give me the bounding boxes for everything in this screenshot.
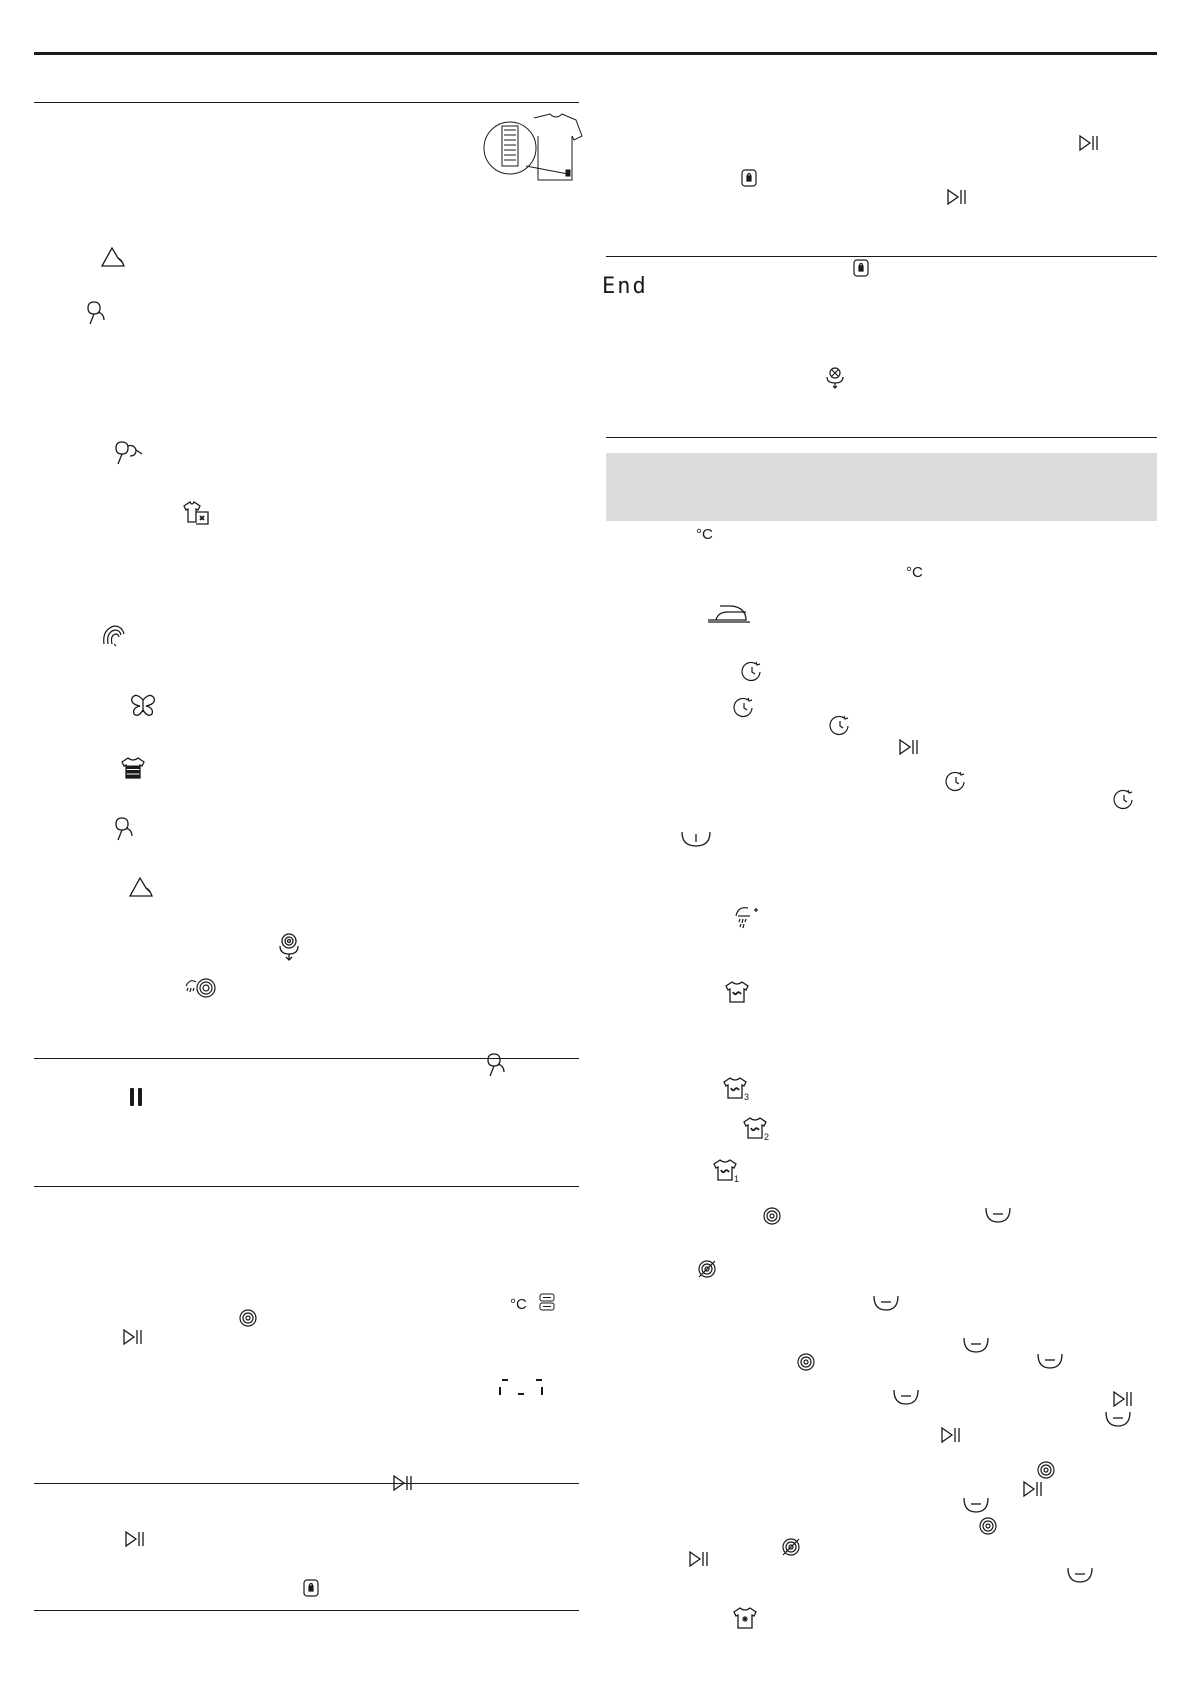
no-spin-icon: [780, 1536, 802, 1558]
section-divider: [34, 1610, 579, 1611]
soil-level-badge: 3: [744, 1092, 750, 1102]
start-pause-icon: [122, 1328, 144, 1346]
celsius-unit: °C: [696, 526, 713, 543]
detergent-compartment-icon: [984, 1206, 1012, 1226]
display-segment: [518, 1393, 524, 1395]
no-spin-icon: [696, 1258, 718, 1280]
detergent-compartment-icon: [1104, 1410, 1132, 1430]
detergent-compartment-icon: [1036, 1352, 1064, 1372]
door-lock-icon: [852, 258, 870, 278]
time-manager-icon: [944, 770, 968, 794]
detergent-compartment-icon: [962, 1496, 990, 1516]
display-segment: [499, 1387, 501, 1395]
spin-reduction-icon: [1036, 1460, 1056, 1480]
start-pause-icon: [898, 738, 920, 756]
start-pause-icon: [946, 188, 968, 206]
synthetics-icon: [100, 246, 126, 268]
synthetics-icon: [128, 876, 154, 898]
option-badge-icon: [538, 1292, 556, 1312]
cotton-icon: [86, 300, 108, 326]
soil-level-icon: [724, 980, 750, 1004]
spin-reduction-icon: [762, 1206, 782, 1226]
delicates-icon: [130, 694, 156, 718]
display-segment: [502, 1379, 508, 1381]
cotton-icon: [114, 816, 136, 842]
display-segment: [541, 1387, 543, 1395]
detergent-compartment-icon: [892, 1388, 920, 1408]
detergent-compartment-icon: [962, 1336, 990, 1356]
start-pause-icon: [688, 1550, 710, 1568]
time-manager-icon: [740, 660, 764, 684]
start-pause-icon: [1022, 1480, 1044, 1498]
wool-icon: [120, 756, 146, 780]
prewash-icon: [680, 828, 712, 850]
spin-reduction-icon: [978, 1516, 998, 1536]
page-top-rule: [34, 52, 1157, 55]
start-pause-icon: [940, 1426, 962, 1444]
extra-rinse-icon: [734, 904, 760, 932]
spin-reduction-icon: [238, 1308, 258, 1328]
start-pause-icon: [392, 1474, 414, 1492]
section-divider: [606, 437, 1157, 438]
display-segment: [536, 1379, 542, 1381]
cotton-icon: [486, 1052, 508, 1078]
time-manager-icon: [1112, 788, 1136, 812]
door-lock-icon: [740, 168, 758, 188]
note-box: [606, 453, 1157, 521]
detergent-compartment-icon: [872, 1294, 900, 1314]
pause-icon: [128, 1086, 144, 1108]
soil-level-badge: 1: [734, 1174, 740, 1184]
section-divider: [34, 102, 579, 103]
door-lock-icon: [302, 1578, 320, 1598]
cotton-eco-icon: [114, 440, 146, 466]
start-pause-icon: [1078, 134, 1100, 152]
mixed-icon: [182, 500, 210, 526]
iron-icon: [706, 600, 752, 624]
spin-drain-icon: [276, 932, 302, 962]
rinse-icon: [184, 976, 218, 1000]
celsius-unit: °C: [906, 564, 923, 581]
start-pause-icon: [1112, 1390, 1134, 1408]
steam-icon: [100, 622, 126, 648]
section-divider: [34, 1186, 579, 1187]
detergent-compartment-icon: [1066, 1566, 1094, 1586]
no-drain-icon: [824, 366, 846, 390]
time-manager-icon: [828, 714, 852, 738]
stain-icon: [732, 1606, 758, 1630]
start-pause-icon: [124, 1530, 146, 1548]
time-manager-icon: [732, 696, 756, 720]
celsius-unit: °C: [510, 1296, 527, 1313]
spin-reduction-icon: [796, 1352, 816, 1372]
section-divider: [606, 256, 1157, 257]
soil-level-badge: 2: [764, 1132, 770, 1142]
care-label-shirt-illustration: [482, 110, 582, 190]
section-divider: [34, 1483, 579, 1484]
display-end-text: End: [602, 274, 648, 299]
